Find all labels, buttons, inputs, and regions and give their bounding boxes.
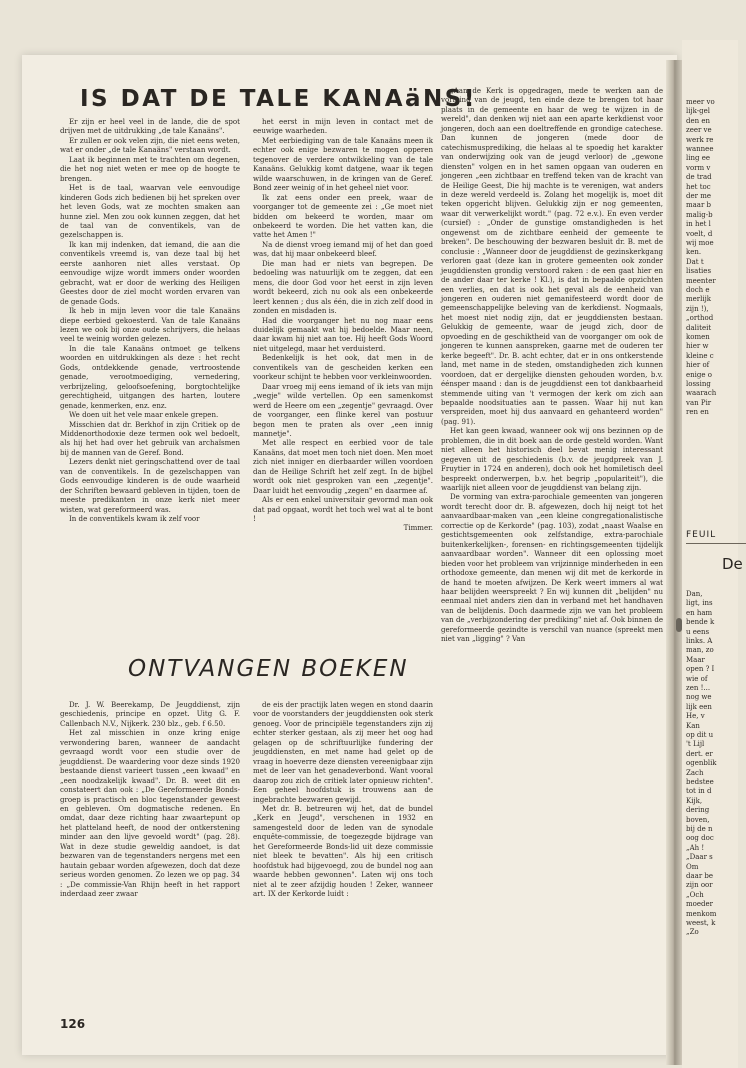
facing-page-line: boven, <box>686 815 710 824</box>
paragraph: Lezers denkt niet geringschattend over de taal van de conventikels. In de gezelschappen van Gods eenvoudige kinderen is de oude waarheid der Schriften bewaard gebleven in tijden, toen de meeste predikanten in onze kerk niet meer wisten, wat gereformeerd was. <box>60 457 240 514</box>
paragraph: Het zal misschien in onze kring enige verwondering baren, wanneer de aandacht gevraagd wordt voor een studie over de jeugddienst. De waardering voor deze sinds 1920 bestaande dienst varieert tussen „een kwaad" en „een noodzakelijk kwaad". Dr. B. weet dit en constateert dan ook : „De Gereformeerde Bonds-groep is practisch en bloc tegenstander geweest en gebleven. Om dogmatische redenen. En omdat, daar deze richting haar zwaartepunt op het platteland heeft, de nood der ontkerstening minder aan den lijve gevoeld wordt" (pag. 28). Wat in deze studie geweldig aandoet, is dat bezwaren van de tegenstanders nergens met een hautain gebaar worden afgewezen, doch dat deze serieus worden genomen. Zo lezen we op pag. 34 : „De commissie-Van Rhijn heeft in het rapport inderdaad zeer zwaar <box>60 728 240 899</box>
book-gutter <box>666 60 682 1065</box>
facing-page-line: „Ah ! <box>686 843 705 852</box>
facing-page-line: waarach <box>686 389 717 398</box>
facing-page-section-head: FEUIL <box>686 530 717 540</box>
facing-page-line: lijk-gel <box>686 107 710 116</box>
paragraph: Dr. J. W. Beerekamp, De Jeugddienst, zijn geschiedenis, principe en opzet. Uitg G. F. Callenbach N.V., Nijkerk. 230 blz., geb. f 6.50. <box>60 700 240 728</box>
paragraph: Ik heb in mijn leven voor die tale Kanaäns diepe eerbied gekoesterd. Van de tale Kanaäns lezen we ook bij onze oude schrijvers, die helaas veel te weinig worden gelezen. <box>60 306 240 344</box>
paragraph: Het is de taal, waarvan vele eenvoudige kinderen Gods zich bedienen bij het spreken over het leven Gods, wat ze mochten smaken aan hunne ziel. Men zou ook kunnen zeggen, dat het de taal van de conventikels, van de gezelschappen is. <box>60 183 240 240</box>
facing-page-line: doch e <box>686 286 710 294</box>
facing-page-line: Dan, <box>686 590 703 598</box>
paragraph: De vorming van extra-parochiale gemeenten van jongeren wordt terecht door dr. B. afgewezen, doch hij neigt tot het aanvaardbaar-maken van „een kleine congregationalistische correctie op de Kerkorde" (pag. 103), zodat „naast Waalse en gestichtsgemeenten ook zelfstandige, extra-parochiale buitenkerkelijken-, forensen- en richtingsgemeenten tijdelijk aanvaardbaar worden". Wanneer dit een oplossing moet bieden voor het probleem van vrijzinnige minderheden in een orthodoxe gemeente, dan menen wij dit met de kerkorde in de hand te moeten afwijzen. De Kerk weert immers al wat haar belijden weerspreekt ? En wij kunnen dit „belijden" nu eenmaal niet anders zien dan in verband met het handhaven van de belijdenis. Doch daarmede zijn we van het probleem van de „verbijzondering der prediking" niet af. Ook binnen de gereformeerde gezindte is verschil van nuance (spreekt men niet van „ligging" ? Van <box>441 492 663 644</box>
facing-page-line: dert. er <box>686 749 713 758</box>
author-signature: Timmer. <box>403 523 433 533</box>
paragraph: de eis der practijk laten wegen en stond daarin voor de voorstanders der jeugddiensten ook sterk genoeg. Voor de principiële tegenstanders zijn zij echter sterker gestaan, als zij meer het oog had gelagen op de schriftuurlijke fundering der jeugddiensten, en met name had gelet op de vraag in hoeverre deze diensten vereenigbaar zijn met de leer van het genadeverbond. Want vooral daarop zou zich de critiek later opnieuw richten". Een geheel hoofdstuk is trouwens aan de ingebrachte bezwaren gewijd. <box>253 700 433 804</box>
facing-page-line: ling ee <box>686 154 710 163</box>
facing-page-line: dering <box>686 806 710 815</box>
facing-page-line: den en <box>686 116 711 125</box>
facing-page-line: tot in d <box>686 787 712 796</box>
facing-page-line: daar be <box>686 872 714 880</box>
facing-page-line: „Daar s <box>686 853 713 862</box>
facing-page-line: „orthod <box>686 314 714 323</box>
paragraph: Ik zat eens onder een preek, waar de voorganger tot de gemeente zei : „Ge moet niet bidden om bekeerd te worden, maar om onbekeerd te worden. Die het vatten kan, die vatte het Amen !" <box>253 192 433 240</box>
facing-page-line: u eens <box>686 627 710 636</box>
facing-page-line: „Och <box>686 890 704 899</box>
facing-page-line: man, zo <box>686 646 714 655</box>
facing-page-line: „Zo <box>686 928 699 937</box>
facing-page-line: open ? I <box>686 665 715 674</box>
facing-page-line: merlijk <box>686 295 712 304</box>
books-column-2 <box>253 700 433 899</box>
facing-page-line: van Pir <box>686 398 712 407</box>
paragraph: Na de dienst vroeg iemand mij of het dan goed was, dat hij maar onbekeerd bleef. <box>253 239 433 259</box>
facing-page-line: de trad <box>686 173 712 182</box>
facing-page-line: 't Lijl <box>686 740 705 749</box>
facing-page-line: lisaties <box>686 267 712 276</box>
facing-page-line: op dit u <box>686 731 714 739</box>
facing-page-line: Kijk, <box>686 796 703 805</box>
paragraph: Met eerbiediging van de tale Kanaäns meen ik echter ook enige bezwaren te mogen opperen tegenover de verdere ontwikkeling van de tale Kanaäns. Gelukkig komt datgene, waar ik tegen wilde waarschuwen, in de kringen van de Geref. Bond zeer weinig of in het geheel niet voor. <box>253 135 433 193</box>
facing-page-line: zen !... <box>686 684 711 692</box>
facing-page-line: moeder <box>686 900 713 909</box>
facing-page-line: in het l <box>686 220 711 229</box>
facing-page-line: bende k <box>686 618 715 627</box>
paragraph: Het kan geen kwaad, wanneer ook wij ons bezinnen op de problemen, die in dit boek aan de orde gesteld worden. Want niet alleen het historisch deel bevat menig interessant gegeven uit de geschiedenis (b.v. de jeugdpreek van J. Fruytier in 1724 en anderen), doch ook het homiletisch deel bespreekt onderwerpen, b.v. het begrip „populariteit"), die waarlijk niet alleen voor de jeugddienst van belang zijn. <box>441 426 663 493</box>
paragraph: In de conventikels kwam ik zelf voor <box>69 514 200 524</box>
paragraph: Laat ik beginnen met te trachten om degenen, die het nog niet weten er mee op de hoogte te brengen. <box>60 154 240 183</box>
facing-page-line: ken. <box>686 248 702 257</box>
paragraph: Daar vroeg mij eens iemand of ik iets van mijn „wegje" wilde vertellen. Op een samenkomst werd de Heere om een „zegentje" gevraagd. Over de voorganger, een flinke kerel van postuur begon men te praten als over „een innig mannetje". <box>253 381 433 438</box>
facing-page-line: He, v <box>686 712 705 721</box>
facing-page-line: werk re <box>686 135 714 144</box>
facing-page-line: Kan <box>686 721 700 730</box>
facing-page-line: enige o <box>686 370 712 379</box>
facing-page-line: Maar <box>686 655 705 664</box>
facing-page-line: Om <box>686 862 699 871</box>
facing-page-line: zeer ve <box>686 126 712 135</box>
paragraph: Ik kan mij indenken, dat iemand, die aan die conventikels vreemd is, van deze taal bij het eerste aanhoren niet alles verstaat. Op eenvoudige wijze wordt immers onder woorden gebracht, wat er door de werking des Heiligen Geestes door de ziel mocht worden ervaren van de genade Gods. <box>60 239 240 306</box>
facing-page-line: zijn !), <box>686 304 709 313</box>
facing-page-line: komen <box>686 333 710 341</box>
facing-page-line: der me <box>686 192 711 200</box>
facing-page-line: lijk een <box>686 702 712 711</box>
facing-page-line: menkom <box>686 909 717 918</box>
facing-page-line: ligt, ins <box>686 599 713 608</box>
facing-page-line: het toc <box>686 182 711 191</box>
facing-page-line: weest, k <box>686 919 716 927</box>
paragraph: „Aan de Kerk is opgedragen, mede te werken aan de vorming van de jeugd, ten einde deze te brengen tot haar plaats in de gemeente en haar de weg te wijzen in de wereld", dan denken wij niet aan een aparte kerkdienst voor jongeren, doch aan een doeltreffende en grondige catechese. Dan kunnen de jongeren (mede door de catechismusprediking, die helaas al te spoedig het karakter van onderwijzing ook van de jeugd verloor) de „gewone diensten" volgen en in het samen opgaan van ouderen en jongeren „een zichtbaar en treffend teken van de kracht van de Heilige Geest, Die hij machte is te verenigen, wat anders in deze wereld verdeeld is. Zolang het mogelijk is, moet dit teken opgericht blijven. Gelukkig zijn er nog gemeenten, waar dit verwerkelijkt wordt." (pag. 72 e.v.). En even verder (cursief) : „Onder de gunstige omstandigheden is het ongewenst om de zichtbare eenheid der gemeente te breken". De beschouwing der bezwaren besluit dr. B. met de conclusie : „Wanneer door de jeugddienst de gezinskerkgang verloren gaat (deze kan in grotere gemeenten ook zonder jeugddiensten grondig verstoord raken : de een gaat hier en de ander daar ter kerke ! Kl.), is dat in bepaalde opzichten een verlies, en dat is ook het geval als de eenheid van jongeren en ouderen niet gemanifesteerd wordt door de gemeenschappelijke beleving van de kerkdienst. Nogmaals, het moest niet nodig zijn, dat er jeugddiensten bestaan. Gelukkig de gemeente, waar de jeugd zich, door de opvoeding en de geschiktheid van de voorganger om ook de jongeren te kunnen aanspreken, gaarne met de ouderen ter kerke begeeft". Dr. B. acht echter, dat er in ons ontkerstende land, met name in de steden, omstandigheden zich kunnen voordoen, dat er dergelijke diensten gehouden worden, b.v. éénsper maand : dan is de jeugddienst een tot dankbaarheid stemmende uiting van 't vermogen der kerk om zich aan bepaalde noodsituaties aan te passen. Waar hij nut kan verspreiden, moet hij dus aanvaard en gehanteerd worden" (pag. 91). <box>441 86 663 426</box>
facing-page-line: wannee <box>686 145 714 153</box>
facing-page-line: bedstee <box>686 778 714 786</box>
article-column-1 <box>60 117 240 523</box>
facing-page-line: maar b <box>686 201 712 210</box>
facing-page-line: ren en <box>686 408 709 417</box>
article-column-3 <box>441 86 663 644</box>
paragraph: Er zullen er ook velen zijn, die niet eens weten, wat er onder „de tale Kanaäns" verstaan wordt. <box>60 135 240 155</box>
facing-page-fragment <box>682 40 743 1068</box>
facing-page-line: zijn oor <box>686 881 713 890</box>
facing-page-line: vorm v <box>686 163 711 172</box>
paragraph: Er zijn er heel veel in de lande, die de spot drijven met de uitdrukking „de tale Kanaäns". <box>60 117 240 136</box>
paragraph: Die man had er niets van begrepen. De bedoeling was natuurlijk om te zeggen, dat een mens, die door God voor het eerst in zijn leven wordt bekeerd, zich nu ook als een onbekeerde leert kennen ; dus als één, die in zich zelf dood in zonden en misdaden is. <box>253 258 433 316</box>
facing-page-line: oog doc <box>686 834 714 843</box>
paragraph: Met dr. B. betreuren wij het, dat de bundel „Kerk en Jeugd", verschenen in 1932 en samengesteld door de leden van de synodale enquête-commissie, de toegezegde bijdrage van het Gereformeerde Bonds-lid uit deze commissie niet bleek te bevatten". Als hij een critisch hoofdstuk had bijgevoegd, zou de bundel nog aan waarde hebben gewonnen". Laten wij ons toch niet al te zeer afzijdig houden ! Zeker, wanneer art. IX der Kerkorde luidt : <box>253 803 433 899</box>
binding-hole <box>676 618 682 632</box>
paragraph: Als er een enkel universitair gevormd man ook dat pad opgaat, wordt het toch wel wat al te bont ! <box>253 495 433 524</box>
facing-page-line: wij moe <box>686 239 714 247</box>
paragraph: Had die voorganger het nu nog maar eens duidelijk gemaakt wat hij bedoelde. Maar neen, daar kwam hij niet aan toe. Hij heeft Gods Woord niet uitgelegd, maar het verduisterd. <box>253 315 433 353</box>
facing-page-line: hier w <box>686 342 709 351</box>
facing-page-line: meenter <box>686 276 716 285</box>
facing-page-line: en ham <box>686 608 713 617</box>
facing-page-line: bij de n <box>686 825 713 833</box>
facing-page-line: ogenblik <box>686 759 717 768</box>
facing-page-line: hier of <box>686 361 710 370</box>
page-number: 126 <box>60 1017 86 1031</box>
paragraph: Bedenkelijk is het ook, dat men in de conventikels van de gescheiden kerken een voorkeur schijnt te hebben voor verkleinwoorden. <box>253 353 433 382</box>
article-title: IS DAT DE TALE KANAäNS! <box>80 86 477 112</box>
facing-page-line: wie of <box>686 674 708 683</box>
facing-page-line: lossing <box>686 380 711 388</box>
facing-page-line: kleine c <box>686 351 714 360</box>
facing-page-line: Dat t <box>686 257 704 266</box>
facing-page-title-fragment: De <box>722 555 743 573</box>
facing-page-line: daliteit <box>686 323 712 332</box>
paragraph: Misschien dat dr. Berkhof in zijn Critiek op de Middenorthodoxie deze termen ook wel bedoelt, als hij het had over het gebruik van archaïsmen bij de mannen van de Geref. Bond. <box>60 419 240 457</box>
facing-page-rule <box>686 543 746 544</box>
paragraph: het eerst in mijn leven in contact met de eeuwige waarheden. <box>253 117 433 136</box>
facing-page-line: Zach <box>686 768 704 777</box>
article-column-2 <box>253 117 433 533</box>
paragraph: In die tale Kanaäns ontmoet ge telkens woorden en uitdrukkingen als deze : het recht Gods, ontdekkende genade, vertroostende genade, verootmoediging, vernedering, verbrijzeling, geloofsoefening, borgtochtelijke gerechtigheid, uitgangen des harten, loutere genade, kenmerken, enz. enz. <box>60 343 240 410</box>
facing-page-line: voelt, d <box>686 229 713 238</box>
paragraph: Met alle respect en eerbied voor de tale Kanaäns, dat moet men toch niet doen. Men moet zich niet inniger en dierbaarder willen voordoen dan de Heilige Schrift het zelf zegt. In de bijbel wordt ook niet gesproken van een „zegentje". Daar luidt het eenvoudig „zegen" en daarmee af. <box>253 438 433 495</box>
facing-page-line: malig-b <box>686 210 713 219</box>
paragraph: We doen uit het vele maar enkele grepen. <box>69 410 219 420</box>
books-column-1 <box>60 700 240 899</box>
facing-page-line: links. A <box>686 637 713 645</box>
facing-page-line: meer vo <box>686 98 715 106</box>
facing-page-line: nog we <box>686 693 712 702</box>
books-section-title: ONTVANGEN BOEKEN <box>128 656 409 682</box>
